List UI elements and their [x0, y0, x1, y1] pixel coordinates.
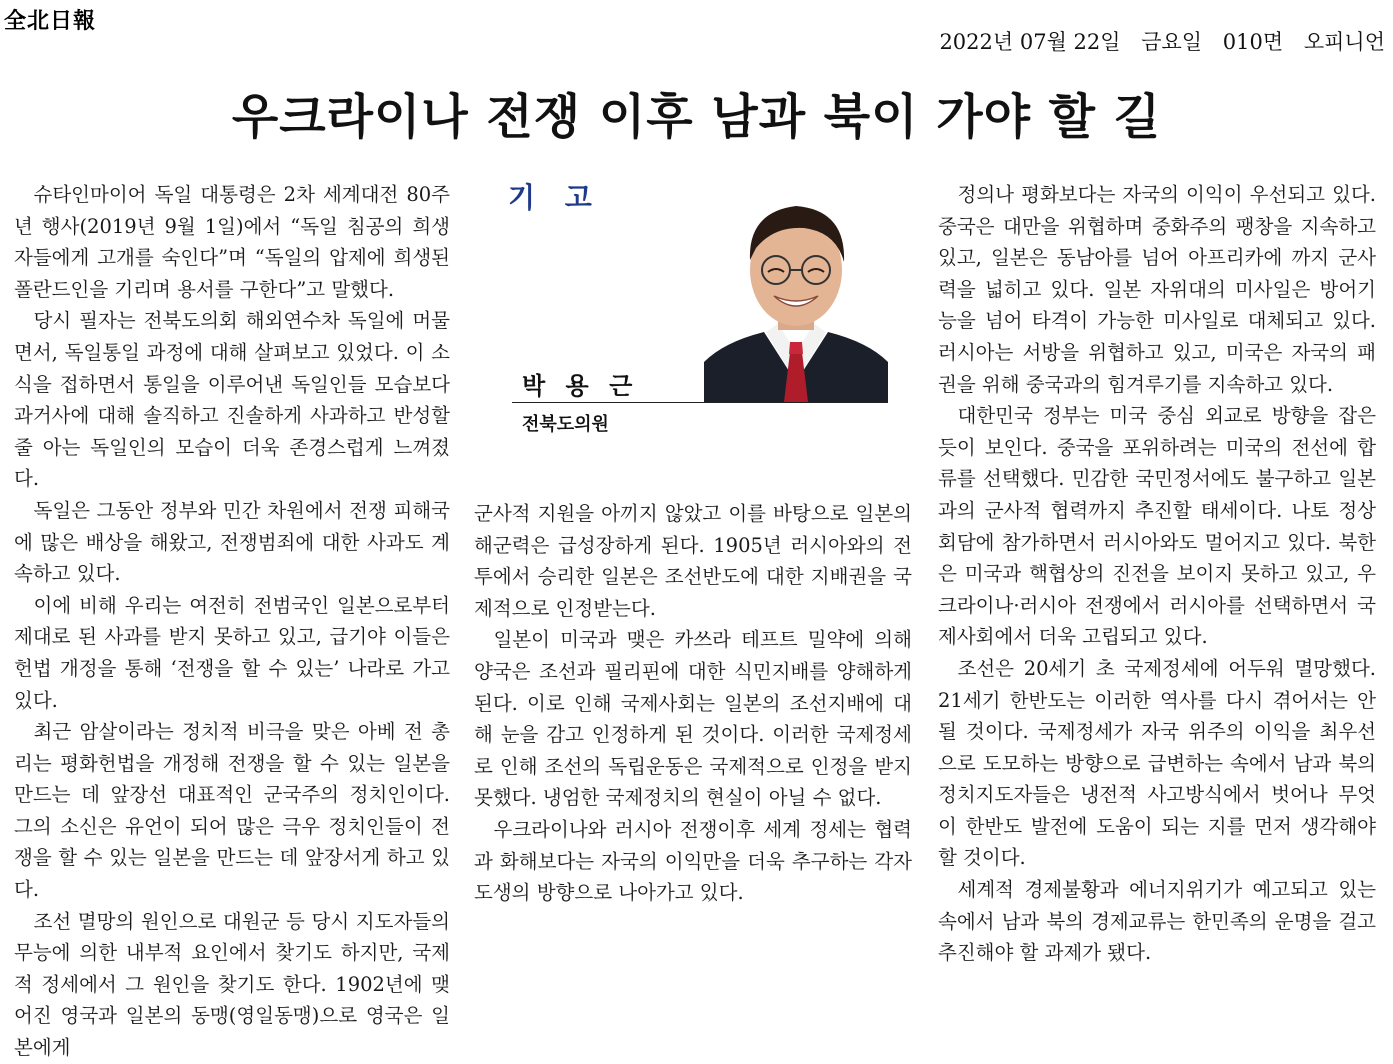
paragraph: 조선 멸망의 원인으로 대원군 등 당시 지도자들의 무능에 의한 내부적 요인에서 찾기도 하지만, 국제적 정세에서 그 원인을 찾기도 한다. 1902년에 맺어진 영국과 일본의 동맹(영일동맹)으로 영국은 일본에게	[14, 909, 450, 1060]
byline-divider	[512, 402, 888, 403]
author-name: 박 용 근	[522, 372, 639, 400]
dateline	[925, 26, 1385, 56]
article-column-2	[474, 498, 912, 909]
page-number: 010면	[1222, 30, 1284, 54]
publish-weekday: 금요일	[1141, 30, 1203, 54]
paragraph: 세계적 경제불황과 에너지위기가 예고되고 있는 속에서 남과 북의 경제교류는 한민족의 운명을 걸고 추진해야 할 과제가 됐다.	[938, 878, 1376, 965]
portrait-illustration	[704, 182, 888, 402]
newspaper-logo: 全北日報	[4, 9, 97, 34]
publish-date: 2022년 07월 22일	[939, 30, 1121, 54]
section-name: 오피니언	[1303, 30, 1385, 54]
paragraph: 이에 비해 우리는 여전히 전범국인 일본으로부터 제대로 된 사과를 받지 못하고 있고, 급기야 이들은 헌법 개정을 통해 ‘전쟁을 할 수 있는’ 나라로 가고 있다.	[14, 593, 450, 712]
paragraph: 대한민국 정부는 미국 중심 외교로 방향을 잡은 듯이 보인다. 중국을 포위하려는 미국의 전선에 합류를 선택했다. 민감한 국민정서에도 불구하고 일본과의 군사적 협력까지 추진할 태세이다. 나토 정상회담에 참가하면서 러시아와도 멀어지고 있다. 북한은 미국과 핵협상의 진전을 보이지 못하고 있고, 우크라이나·러시아 전쟁에서 러시아를 선택하면서 국제사회에서 더욱 고립되고 있다.	[938, 404, 1376, 649]
paragraph: 독일은 그동안 정부와 민간 차원에서 전쟁 피해국에 많은 배상을 해왔고, 전쟁범죄에 대한 사과도 계속하고 있다.	[14, 498, 450, 586]
author-title: 전북도의원	[522, 414, 609, 435]
paragraph: 조선은 20세기 초 국제정세에 어두워 멸망했다. 21세기 한반도는 이러한 역사를 다시 겪어서는 안될 것이다. 국제정세가 자국 위주의 이익을 최우선으로 도모하는 방향으로 급변하는 속에서 남과 북의 정치지도자들은 냉전적 사고방식에서 벗어나 무엇이 한반도 발전에 도움이 되는 지를 먼저 생각해야 할 것이다.	[938, 656, 1376, 870]
paragraph: 최근 암살이라는 정치적 비극을 맞은 아베 전 총리는 평화헌법을 개정해 전쟁을 할 수 있는 일본을 만드는 데 앞장선 대표적인 군국주의 정치인이다. 그의 소신은 유언이 되어 많은 극우 정치인들이 전쟁을 할 수 있는 일본을 만드는 데 앞장서게 하고 있다.	[14, 720, 450, 902]
article-headline: 우크라이나 전쟁 이후 남과 북이 가야 할 길	[231, 89, 1162, 145]
contribution-label: 기 고	[508, 181, 602, 214]
author-portrait	[704, 182, 888, 402]
article-column-3	[938, 179, 1376, 969]
paragraph: 정의나 평화보다는 자국의 이익이 우선되고 있다. 중국은 대만을 위협하며 중화주의 팽창을 지속하고 있고, 일본은 동남아를 넘어 아프리카에 까지 군사력을 넓히고 있다. 일본 자위대의 미사일은 방어기능을 넘어 타격이 가능한 미사일로 대체되고 있다. 러시아는 서방을 위협하고 있고, 미국은 자국의 패권을 위해 중국과의 힘겨루기를 지속하고 있다.	[938, 183, 1376, 396]
article-column-1	[14, 179, 450, 1064]
paragraph: 일본이 미국과 맺은 카쓰라 테프트 밀약에 의해 양국은 조선과 필리핀에 대한 식민지배를 양해하게 된다. 이로 인해 국제사회는 일본의 조선지배에 대해 눈을 감고 인정하게 된 것이다. 이러한 국제정세로 인해 조선의 독립운동은 국제적으로 인정을 받지 못했다. 냉엄한 국제정치의 현실이 아닐 수 없다.	[474, 628, 912, 810]
paragraph: 군사적 지원을 아끼지 않았고 이를 바탕으로 일본의 해군력은 급성장하게 된다. 1905년 러시아와의 전투에서 승리한 일본은 조선반도에 대한 지배권을 국제적으로 인정받는다.	[474, 502, 912, 620]
paragraph: 우크라이나와 러시아 전쟁이후 세계 정세는 협력과 화해보다는 자국의 이익만을 더욱 추구하는 각자 도생의 방향으로 나아가고 있다.	[474, 817, 912, 905]
paragraph: 슈타인마이어 독일 대통령은 2차 세계대전 80주년 행사(2019년 9월 1일)에서 “독일 침공의 희생자들에게 고개를 숙인다”며 “독일의 압제에 희생된 폴란드인을 기리며 용서를 구한다”고 말했다.	[14, 183, 450, 301]
paragraph: 당시 필자는 전북도의회 해외연수차 독일에 머물면서, 독일통일 과정에 대해 살펴보고 있었다. 이 소식을 접하면서 통일을 이루어낸 독일인들 모습보다 과거사에 대해 솔직하고 진솔하게 사과하고 반성할 줄 아는 독일인의 모습이 더욱 존경스럽게 느껴졌다.	[14, 309, 450, 491]
